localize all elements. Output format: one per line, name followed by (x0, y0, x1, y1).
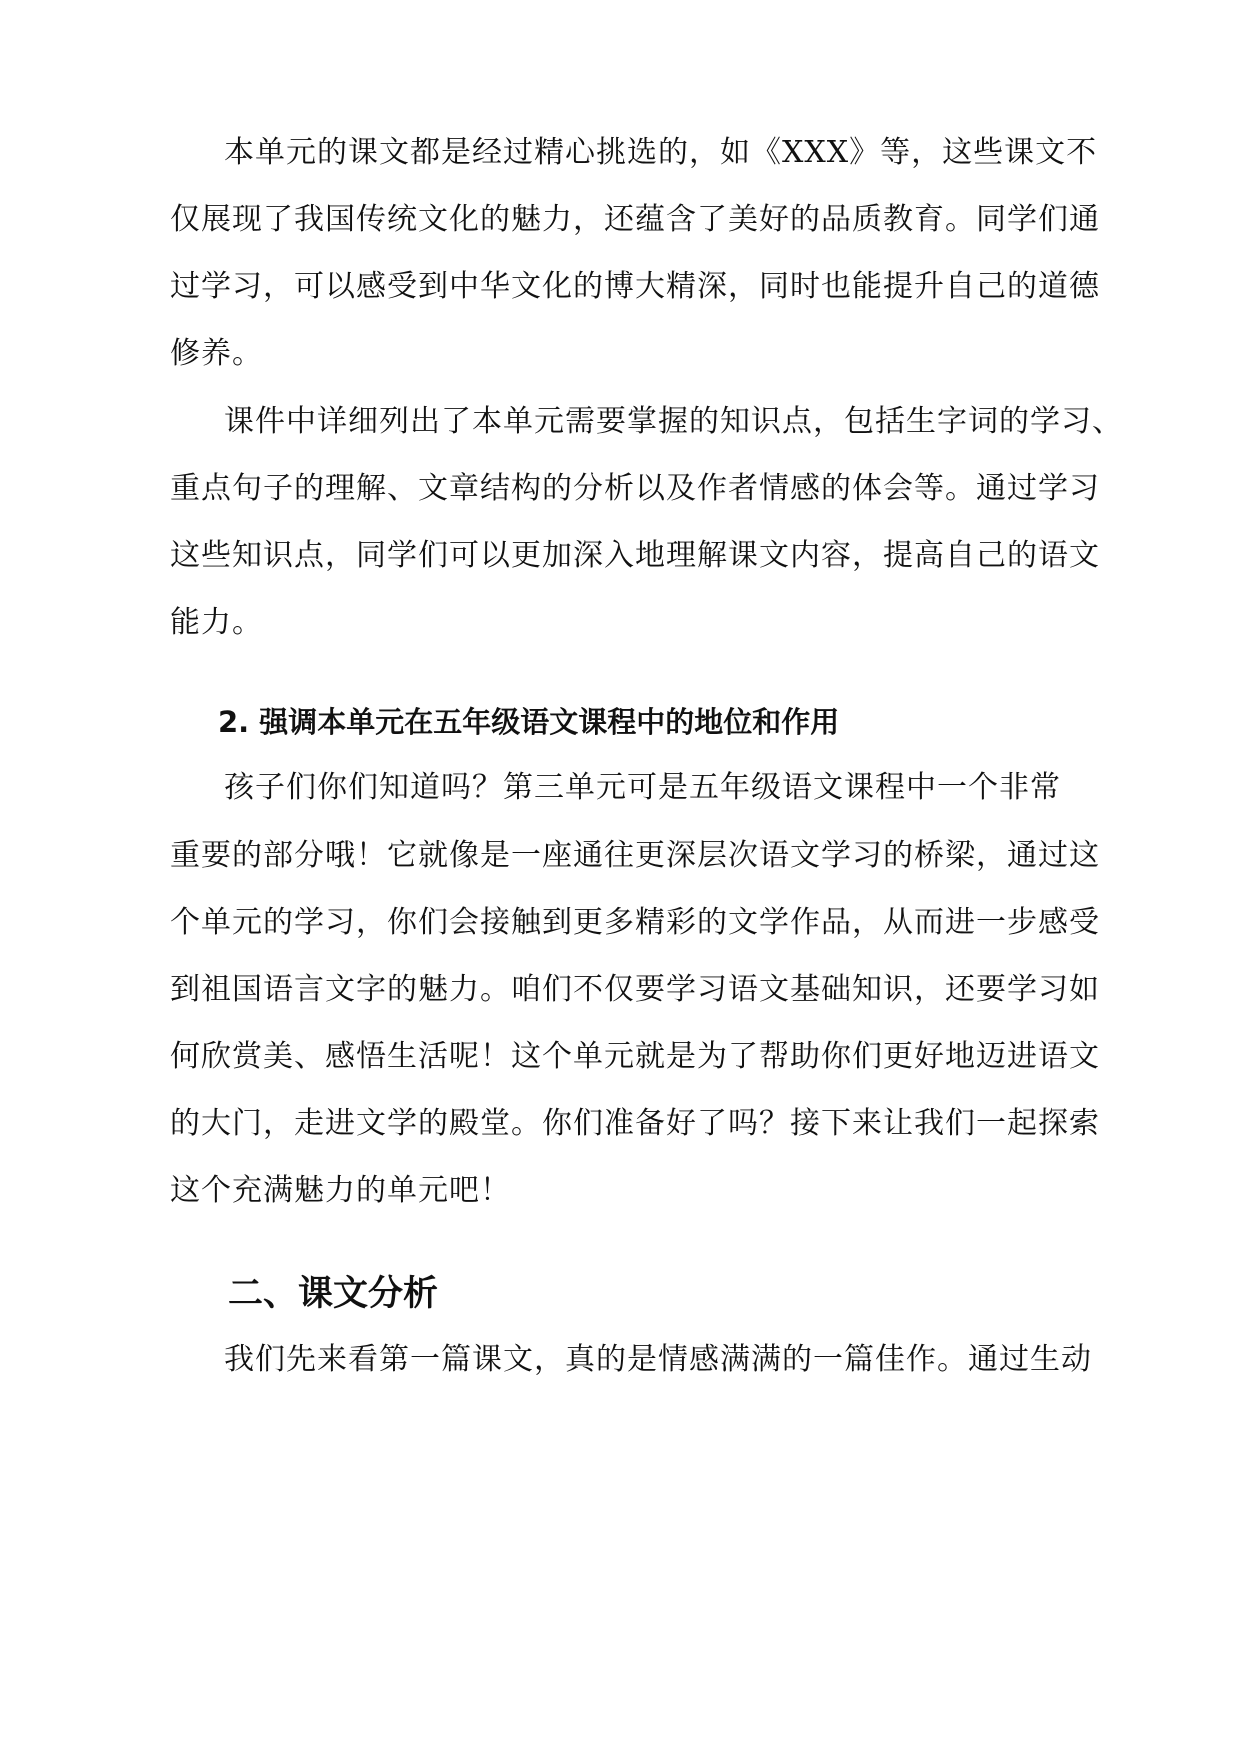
paragraph-1-line-1: 本单元的课文都是经过精心挑选的，如《XXX》等，这些课文不 (224, 135, 1098, 170)
paragraph-2-line-3: 这些知识点，同学们可以更加深入地理解课文内容，提高自己的语文 (170, 538, 1100, 573)
paragraph-1-line-2: 仅展现了我国传统文化的魅力，还蕴含了美好的品质教育。同学们通 (170, 202, 1100, 237)
paragraph-3-line-6: 的大门，走进文学的殿堂。你们准备好了吗？接下来让我们一起探索 (170, 1106, 1100, 1141)
paragraph-3-line-7: 这个充满魅力的单元吧！ (170, 1173, 511, 1208)
paragraph-1-line-4: 修养。 (170, 336, 263, 371)
paragraph-3-line-5: 何欣赏美、感悟生活呢！这个单元就是为了帮助你们更好地迈进语文 (170, 1039, 1100, 1074)
paragraph-2-line-4: 能力。 (170, 605, 263, 640)
paragraph-2-line-1: 课件中详细列出了本单元需要掌握的知识点，包括生字词的学习、 (224, 404, 1123, 439)
paragraph-1-line-3: 过学习，可以感受到中华文化的博大精深，同时也能提升自己的道德 (170, 269, 1100, 304)
paragraph-3-line-2: 重要的部分哦！它就像是一座通往更深层次语文学习的桥梁，通过这 (170, 838, 1100, 873)
paragraph-3-line-4: 到祖国语言文字的魅力。咱们不仅要学习语文基础知识，还要学习如 (170, 972, 1100, 1007)
subheading-unit-role: 2. 强调本单元在五年级语文课程中的地位和作用 (218, 705, 840, 739)
paragraph-3-line-3: 个单元的学习，你们会接触到更多精彩的文学作品，从而进一步感受 (170, 905, 1100, 940)
paragraph-4-line-1: 我们先来看第一篇课文，真的是情感满满的一篇佳作。通过生动 (224, 1342, 1092, 1377)
paragraph-3-line-1: 孩子们你们知道吗？第三单元可是五年级语文课程中一个非常 (224, 770, 1061, 805)
paragraph-2-line-2: 重点句子的理解、文章结构的分析以及作者情感的体会等。通过学习 (170, 471, 1100, 506)
section-heading-text-analysis: 二、课文分析 (228, 1274, 439, 1314)
